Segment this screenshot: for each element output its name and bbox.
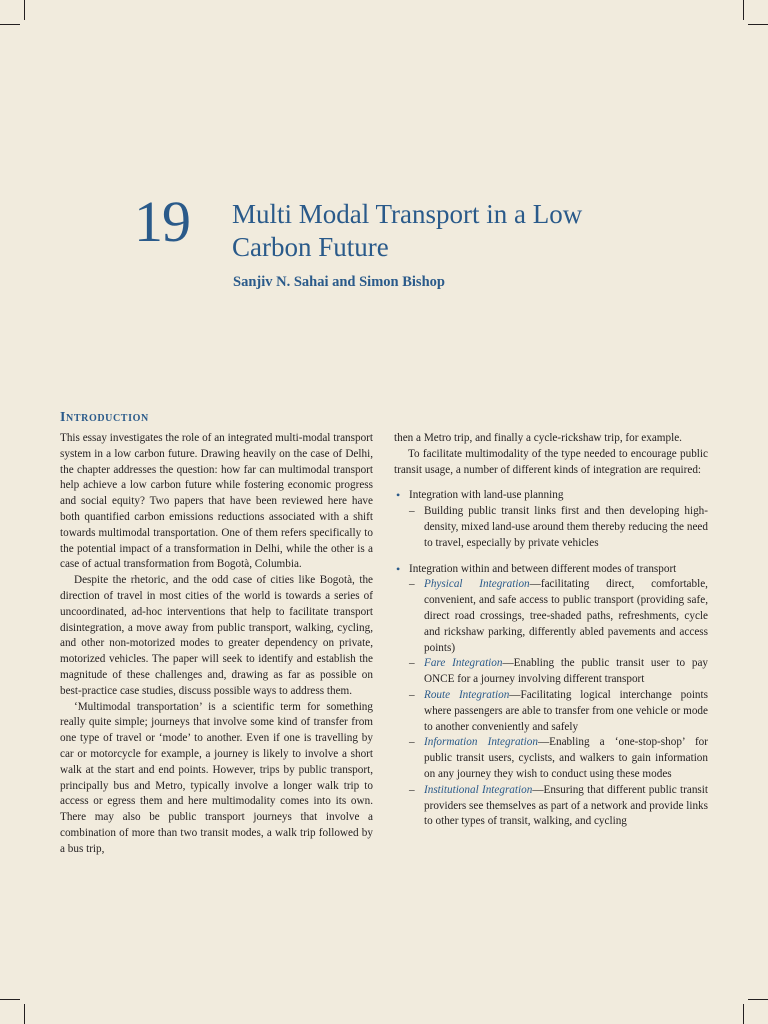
sub-bullet-item xyxy=(394,783,708,830)
paragraph: then a Metro trip, and finally a cycle-rickshaw trip, for example. xyxy=(394,432,682,444)
bullet-item xyxy=(394,562,708,578)
sub-bullet-text: Building public transit links first and then developing high-density, mixed land-use around them thereby reducing the need to travel, especially by private vehicles xyxy=(424,505,708,549)
section-heading: Introduction xyxy=(60,410,149,425)
paragraph: ‘Multimodal transportation’ is a scientific term for something really quite simple; journeys that involve some kind of transfer from one type of travel or ‘mode’ to another. Even if one is travelling by car or motorcycle for example, a journey is likely to involve a short walk at the start and end points. However, trips by public transport, principally bus and Metro, typically involve a longer walk trip to access or egress them and here multimodality comes into its own. There may also be public transport journeys that involve a combination of more than two transit modes, a walk trip followed by a bus trip, xyxy=(60,700,373,855)
chapter-title: Multi Modal Transport in a Low Carbon Future xyxy=(232,199,583,262)
dash-icon: – xyxy=(409,505,415,518)
crop-mark xyxy=(743,0,744,20)
dash-icon: – xyxy=(409,657,415,670)
sub-bullet-item xyxy=(394,504,708,551)
paragraph: This essay investigates the role of an integrated multi-modal transport system in a low carbon future. Drawing heavily on the case of Delhi, the chapter addresses the question: how far can multimodal transport help achieve a low carbon future while fostering economic progress and social equity? Two papers that have been reviewed here have both quantified carbon emissions reductions associated with a shift towards multimodal transportation. One of them refers specifically to the potential impact of a transformation in Delhi, while the other is a case of actual transformation from Bogotà, Columbia. xyxy=(60,432,373,571)
dash-icon: – xyxy=(409,736,415,749)
bullet-label: Integration within and between different modes of transport xyxy=(409,562,677,575)
integration-term: Institutional Integration xyxy=(424,783,533,796)
left-column xyxy=(60,431,373,858)
paragraph: Despite the rhetoric, and the odd case of cities like Bogotà, the direction of travel in most cities of the world is towards a series of uncoordinated, ad-hoc interventions that help to facilitate transport disintegration, a move away from public transport, walking, cycling, and other non-motorized modes to greater dependency on private, motorized vehicles. The paper will seek to identify and establish the magnitude of these challenges and, drawing as far as possible on best-practice case studies, discuss possible ways to address them. xyxy=(60,574,373,697)
crop-mark xyxy=(0,999,20,1000)
sub-bullet-item xyxy=(394,577,708,656)
integration-term: Fare Integration xyxy=(424,657,503,670)
bullet-item xyxy=(394,488,708,504)
integration-text: —Facilitating logical interchange points where passengers are able to transfer from one vehicle or mode to another conveniently and safely xyxy=(424,688,708,733)
integration-text: —Enabling the public transit user to pay ONCE for a journey involving different transport xyxy=(424,657,708,686)
bullet-icon: • xyxy=(396,488,401,503)
crop-mark xyxy=(743,1004,744,1024)
integration-text: —Enabling a ‘one-stop-shop’ for public transit users, cyclists, and walkers to gain information on any journey they wish to conduct using these modes xyxy=(424,736,708,780)
crop-mark xyxy=(0,24,20,25)
chapter-authors: Sanjiv N. Sahai and Simon Bishop xyxy=(233,274,445,290)
dash-icon: – xyxy=(409,688,415,701)
crop-mark xyxy=(24,0,25,20)
dash-icon: – xyxy=(409,783,415,796)
dash-icon: – xyxy=(409,578,415,591)
crop-mark xyxy=(24,1004,25,1024)
right-column xyxy=(394,431,708,830)
integration-text: —facilitating direct, comfortable, convenient, and safe access to public transport (providing safe, direct road crossings, tree-shaded paths, refreshments, cycle and rickshaw parking, differently abled pavements and access points) xyxy=(424,578,708,654)
crop-mark xyxy=(748,999,768,1000)
integration-term: Route Integration xyxy=(424,688,510,701)
bullet-icon: • xyxy=(396,561,401,576)
integration-text: —Ensuring that different public transit providers see themselves as part of a network and provide links to other types of transit, walking, and cycling xyxy=(424,783,708,828)
bullet-label: Integration with land-use planning xyxy=(409,489,564,502)
sub-bullet-item xyxy=(394,656,708,688)
integration-term: Information Integration xyxy=(424,736,538,749)
crop-mark xyxy=(748,24,768,25)
sub-bullet-item xyxy=(394,688,708,735)
paragraph: To facilitate multimodality of the type needed to encourage public transit usage, a number of different kinds of integration are required: xyxy=(394,447,708,476)
sub-bullet-item xyxy=(394,735,708,782)
chapter-number: 19 xyxy=(134,189,190,254)
integration-term: Physical Integration xyxy=(424,578,530,591)
